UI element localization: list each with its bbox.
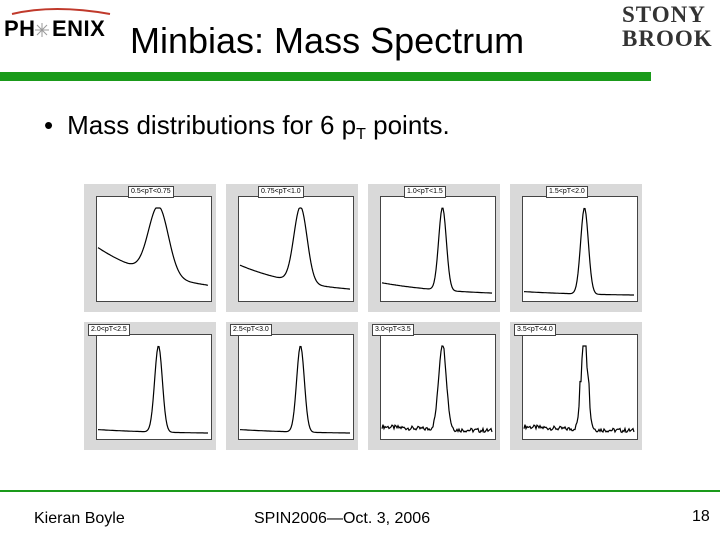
- spectrum-line: [98, 347, 208, 434]
- spectrum-line: [382, 208, 492, 293]
- logo-text-ph: PH: [4, 16, 36, 41]
- bullet-dot-icon: •: [44, 110, 54, 140]
- footer-author: Kieran Boyle: [34, 510, 125, 527]
- spectrum-panel-1: [84, 184, 216, 312]
- spectrum-line: [524, 346, 634, 432]
- panel-range-label: 3.0<pT<3.5: [372, 324, 414, 336]
- panel-range-label: 1.5<pT<2.0: [546, 186, 588, 198]
- spectrum-line: [382, 346, 492, 432]
- footer-page-number: 18: [692, 508, 710, 525]
- bullet-subscript: T: [356, 126, 366, 143]
- spectrum-panel-4: [510, 184, 642, 312]
- panel-range-label: 1.0<pT<1.5: [404, 186, 446, 198]
- bullet-text: Mass distributions for 6 p: [67, 110, 357, 140]
- spectrum-panel-5: [84, 322, 216, 450]
- logo-text-enix: ENIX: [52, 16, 106, 41]
- panel-range-label: 2.5<pT<3.0: [230, 324, 272, 336]
- spectrum-curve-icon: [84, 184, 216, 312]
- logo-text-brook: BROOK: [622, 26, 713, 51]
- slide-footer: [0, 490, 720, 540]
- spectrum-curve-icon: [84, 322, 216, 450]
- spectrum-panel-8: [510, 322, 642, 450]
- spectrum-panel-6: [226, 322, 358, 450]
- spectrum-curve-icon: [368, 184, 500, 312]
- stony-brook-logo: [622, 2, 718, 52]
- mass-spectrum-grid: [84, 184, 644, 450]
- panel-range-label: 0.5<pT<0.75: [128, 186, 174, 198]
- footer-divider: [0, 490, 720, 492]
- title-divider: [0, 72, 651, 81]
- phenix-logo: [4, 8, 116, 48]
- bullet-suffix: points.: [365, 110, 450, 140]
- panel-range-label: 2.0<pT<2.5: [88, 324, 130, 336]
- spectrum-line: [98, 208, 208, 285]
- spectrum-line: [524, 209, 634, 296]
- bullet-item: [44, 110, 450, 144]
- spectrum-curve-icon: [510, 184, 642, 312]
- spectrum-panel-7: [368, 322, 500, 450]
- panel-range-label: 0.75<pT<1.0: [258, 186, 304, 198]
- spectrum-line: [240, 208, 350, 289]
- spectrum-curve-icon: [226, 322, 358, 450]
- spectrum-panel-3: [368, 184, 500, 312]
- spectrum-curve-icon: [510, 322, 642, 450]
- spectrum-panel-2: [226, 184, 358, 312]
- logo-text-stony: STONY: [622, 2, 706, 27]
- footer-conference: SPIN2006—Oct. 3, 2006: [254, 510, 431, 527]
- panel-range-label: 3.5<pT<4.0: [514, 324, 556, 336]
- spectrum-line: [240, 347, 350, 434]
- spectrum-curve-icon: [226, 184, 358, 312]
- spectrum-curve-icon: [368, 322, 500, 450]
- slide-title: Minbias: Mass Spectrum: [130, 20, 525, 61]
